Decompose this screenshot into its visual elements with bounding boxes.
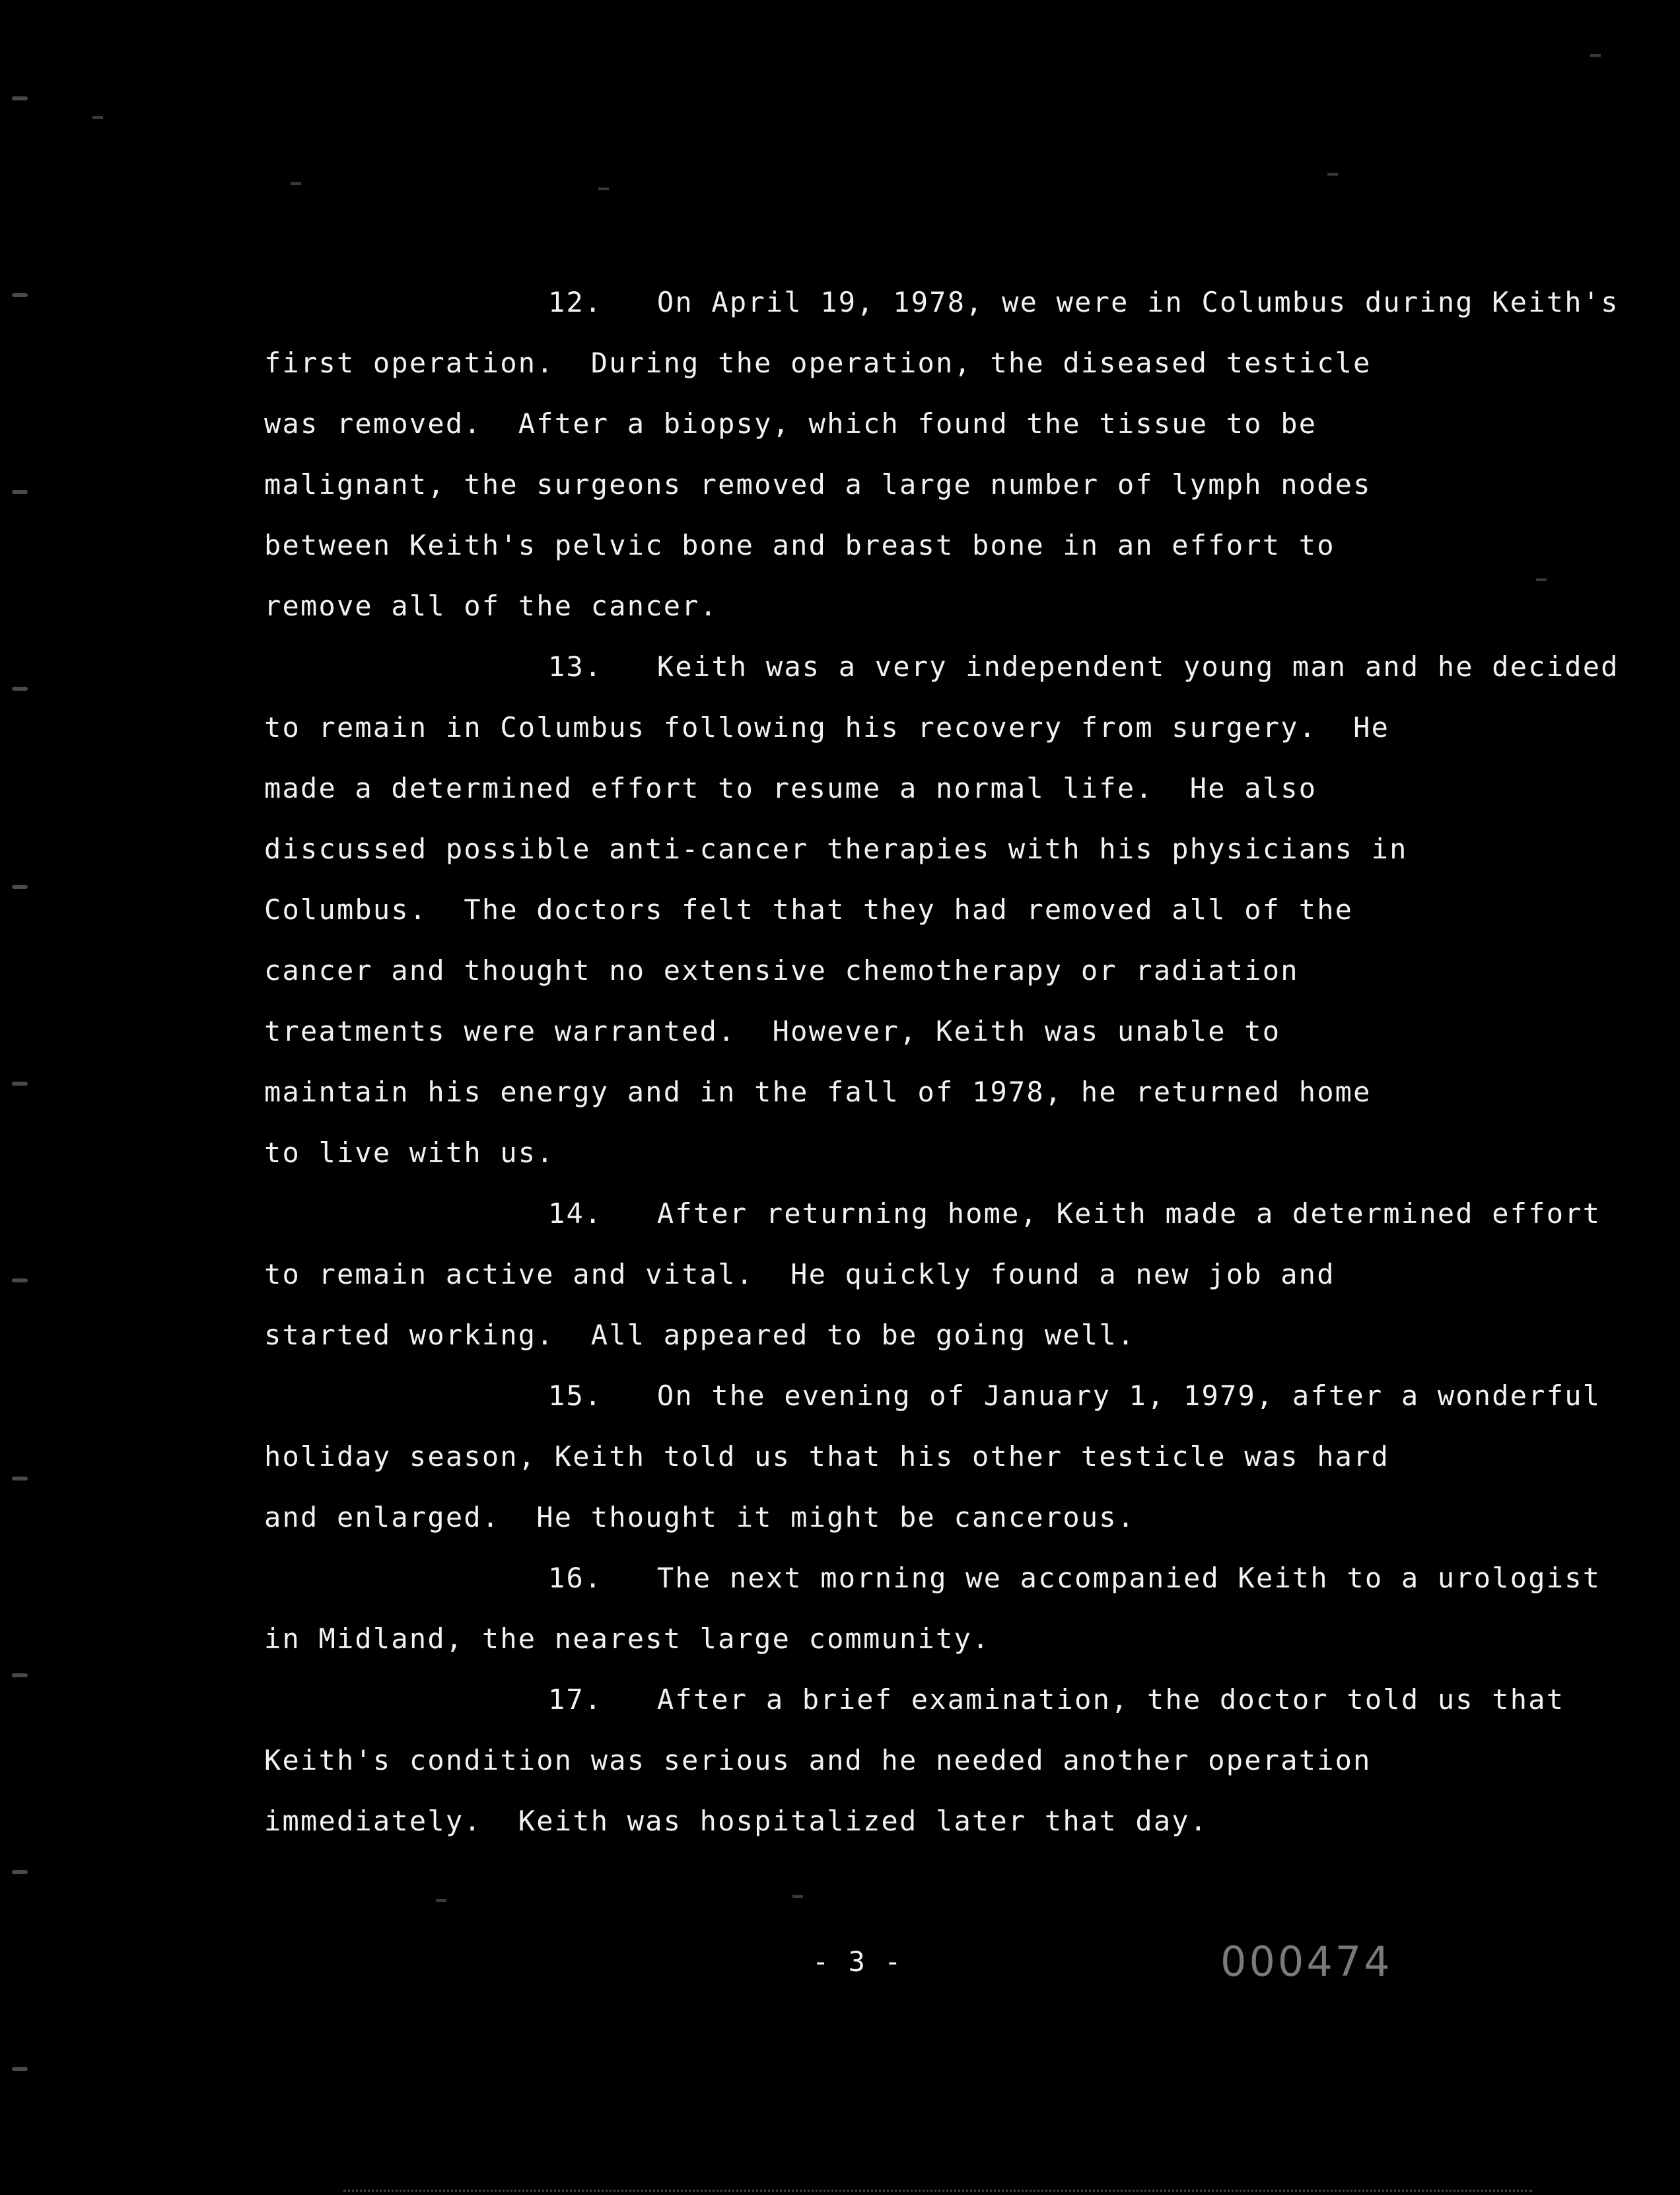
scan-artifact xyxy=(12,1278,28,1282)
scan-speck xyxy=(92,116,103,119)
text-line: 13. Keith was a very independent young man and he decided xyxy=(548,650,1619,683)
scan-edge xyxy=(343,2190,1532,2194)
text-line: remove all of the cancer. xyxy=(264,590,718,622)
text-line: immediately. Keith was hospitalized later that day. xyxy=(264,1805,1208,1837)
paragraph-14 xyxy=(264,1183,1601,1366)
paragraph-16 xyxy=(264,1548,1601,1669)
scan-speck xyxy=(291,182,301,185)
text-line: cancer and thought no extensive chemotherapy or radiation xyxy=(264,954,1299,987)
bates-number: 000474 xyxy=(1220,1937,1393,1986)
text-line: treatments were warranted. However, Keith was unable to xyxy=(264,1015,1281,1047)
text-line: started working. All appeared to be going well. xyxy=(264,1319,1136,1351)
text-line: 17. After a brief examination, the doctor told us that xyxy=(548,1683,1565,1716)
scan-speck xyxy=(1327,173,1338,176)
scan-artifact xyxy=(12,2067,28,2071)
text-line: between Keith's pelvic bone and breast bone in an effort to xyxy=(264,529,1335,561)
text-line: made a determined effort to resume a normal life. He also xyxy=(264,772,1317,804)
scan-speck xyxy=(792,1895,803,1898)
scan-artifact xyxy=(12,490,28,494)
document-body xyxy=(264,272,1619,1852)
scan-speck xyxy=(436,1899,446,1902)
text-line: 14. After returning home, Keith made a determined effort xyxy=(548,1197,1601,1230)
scan-artifact xyxy=(12,1082,28,1086)
scan-artifact xyxy=(12,96,28,100)
scan-artifact xyxy=(12,293,28,297)
text-line: was removed. After a biopsy, which found the tissue to be xyxy=(264,407,1317,440)
text-line: to live with us. xyxy=(264,1136,555,1169)
text-line: malignant, the surgeons removed a large number of lymph nodes xyxy=(264,468,1372,501)
text-line: 16. The next morning we accompanied Keith to a urologist xyxy=(548,1562,1601,1594)
text-line: discussed possible anti-cancer therapies with his physicians in xyxy=(264,833,1408,865)
paragraph-17 xyxy=(264,1669,1565,1852)
text-line: to remain active and vital. He quickly found a new job and xyxy=(264,1258,1335,1290)
page-number: - 3 - xyxy=(812,1945,903,1978)
text-line: 15. On the evening of January 1, 1979, after a wonderful xyxy=(548,1379,1601,1412)
text-line: Keith's condition was serious and he needed another operation xyxy=(264,1744,1372,1776)
paragraph-13 xyxy=(264,637,1619,1183)
scan-speck xyxy=(598,188,609,190)
text-line: and enlarged. He thought it might be cancerous. xyxy=(264,1501,1136,1533)
paragraph-12 xyxy=(264,272,1619,637)
scan-artifact xyxy=(12,885,28,889)
scan-artifact xyxy=(12,1673,28,1677)
text-line: Columbus. The doctors felt that they had removed all of the xyxy=(264,893,1354,926)
scan-artifact xyxy=(12,687,28,691)
paragraph-15 xyxy=(264,1366,1601,1548)
scan-artifact xyxy=(12,1477,28,1481)
text-line: in Midland, the nearest large community. xyxy=(264,1622,991,1655)
text-line: to remain in Columbus following his recovery from surgery. He xyxy=(264,711,1390,744)
text-line: first operation. During the operation, the diseased testicle xyxy=(264,347,1372,379)
text-line: holiday season, Keith told us that his other testicle was hard xyxy=(264,1440,1390,1473)
text-line: 12. On April 19, 1978, we were in Columbus during Keith's xyxy=(548,286,1619,318)
text-line: maintain his energy and in the fall of 1978, he returned home xyxy=(264,1076,1372,1108)
scan-speck xyxy=(1590,54,1601,57)
scan-artifact xyxy=(12,1870,28,1874)
